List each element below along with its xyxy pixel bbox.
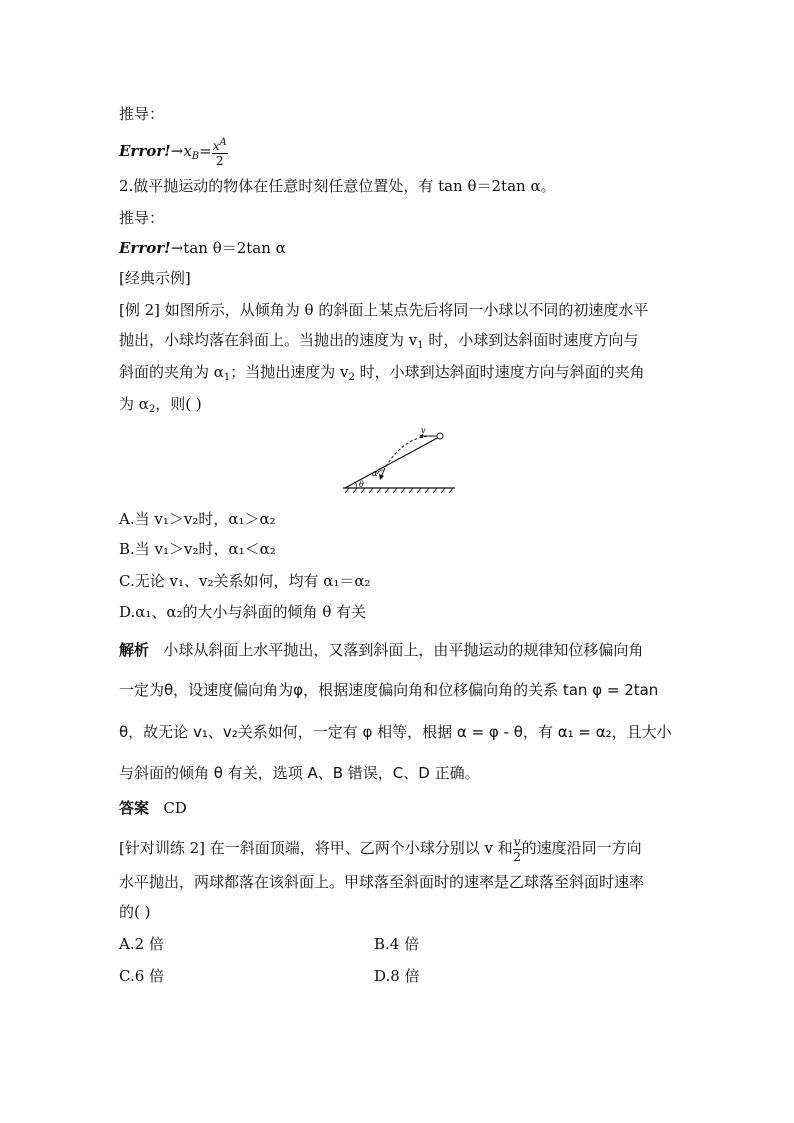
derive-label-1: 推导：	[119, 105, 165, 123]
var-x: x	[183, 142, 192, 160]
tan-equation: →tan θ＝2tan α	[170, 239, 286, 257]
example-line-2: 抛出，小球均落在斜面上。当抛出的速度为 $v_1$ 时，小球到达斜面时速度方向与	[119, 331, 639, 351]
training-line-1: [针对训练 2] 在一斜面顶端，将甲、乙两个小球分别以 v 和 $\frac{v}{2}$ 的速度沿同一方向	[119, 834, 642, 864]
training-line-2: 水平抛出，两球都落在该斜面上。甲球落至斜面时的速率是乙球落至斜面时速率	[119, 873, 645, 891]
error-text: Error!	[119, 142, 171, 160]
equals: =	[199, 142, 212, 160]
incline-figure	[335, 424, 460, 496]
answer-value: CD	[163, 799, 187, 817]
derive-label-2: 推导：	[119, 209, 165, 227]
solution-line-3: θ，故无论 v₁、v₂关系如何，一定有 φ 相等，根据 α = φ - θ，有 α₁ = α₂，且大小	[119, 723, 672, 741]
formula-line-2	[119, 238, 286, 258]
fraction-xa-over-2: $\frac{x^A}{2}$	[212, 137, 227, 168]
option-b: B.当 v₁＞v₂时，α₁＜α₂	[119, 540, 276, 558]
option-d: D.α₁、α₂的大小与斜面的倾角 θ 有关	[119, 603, 367, 621]
option-a: A.当 v₁＞v₂时，α₁＞α₂	[119, 510, 276, 528]
section-heading: [经典示例]	[119, 269, 191, 287]
example-line-4: 为 $\alpha_2$，则( )	[119, 395, 202, 415]
item-2: 2.做平抛运动的物体在任意时刻任意位置处，有 tan θ＝2tan α。	[119, 177, 556, 195]
arrow: →	[170, 142, 184, 160]
training-line-3: 的( )	[119, 903, 151, 921]
formula-line-1	[119, 131, 228, 171]
alpha-label: α	[372, 469, 378, 478]
option-c: C.无论 v₁、v₂关系如何，均有 α₁＝α₂	[119, 572, 371, 590]
training-option-b: B.4 倍	[374, 935, 420, 953]
error-text: Error!	[119, 239, 171, 257]
solution-line-2: 一定为θ，设速度偏向角为φ，根据速度偏向角和位移偏向角的关系 tan φ = 2tan	[119, 681, 659, 699]
example-line-1: [例 2] 如图所示，从倾角为 θ 的斜面上某点先后将同一小球以不同的初速度水平	[119, 301, 649, 319]
ball	[437, 433, 443, 439]
training-option-d: D.8 倍	[374, 967, 420, 985]
sub-b: B	[191, 151, 200, 162]
example-line-3: 斜面的夹角为 $\alpha_1$；当抛出速度为 $v_2$ 时，小球到达斜面时速度方向与斜面的夹角	[119, 363, 645, 383]
solution-label: 解析	[119, 641, 150, 659]
training-option-c: C.6 倍	[119, 967, 165, 985]
answer-label: 答案	[119, 799, 150, 817]
theta-label: θ	[359, 480, 364, 489]
training-option-a: A.2 倍	[119, 935, 164, 953]
fraction-v-over-2: $\frac{v}{2}$	[513, 834, 521, 864]
solution-line-4: 与斜面的倾角 θ 有关，选项 A、B 错误，C、D 正确。	[119, 764, 480, 782]
v-label: v	[421, 426, 426, 435]
answer-line	[119, 798, 187, 818]
solution-line-1: 解析 小球从斜面上水平抛出，又落到斜面上，由平抛运动的规律知位移偏向角	[119, 641, 644, 659]
